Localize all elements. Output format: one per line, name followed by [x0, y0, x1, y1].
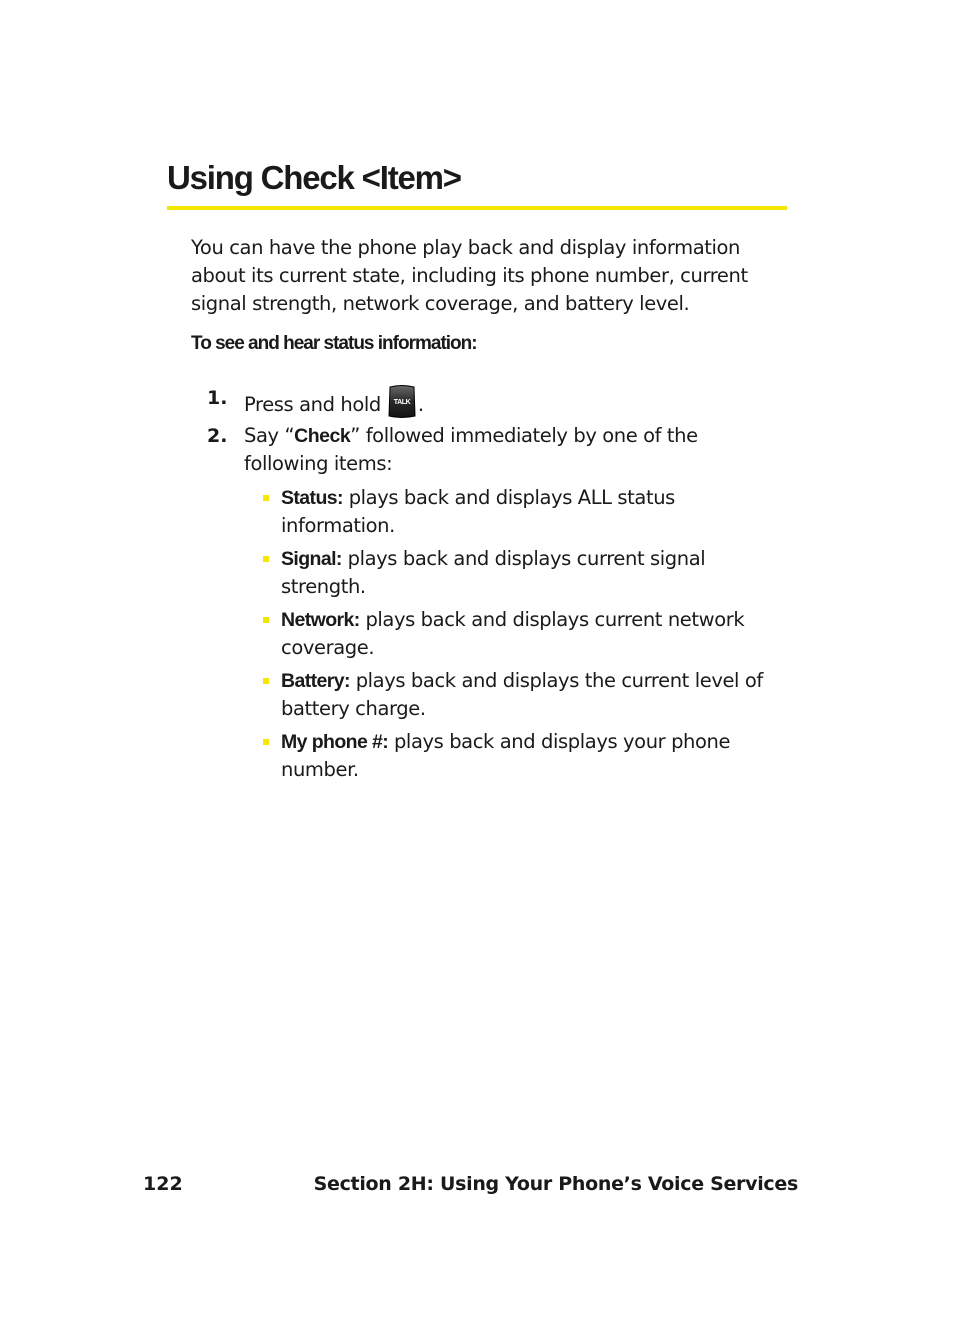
section-title: Section 2H: Using Your Phone’s Voice Services [313, 1173, 798, 1195]
procedure-heading: To see and hear status information: [191, 333, 477, 354]
step-text-after: ” followed immediately by one of the following items: [244, 424, 698, 475]
list-item-text [281, 728, 761, 784]
step-text-before: Press and hold [244, 393, 381, 416]
step-text-before: Say “ [244, 424, 295, 447]
item-term: Battery: [281, 670, 350, 692]
list-item-text [281, 667, 786, 723]
item-term: Signal: [281, 548, 342, 570]
page-number: 122 [143, 1173, 183, 1195]
step-text-after: . [417, 393, 424, 416]
item-desc: plays back and displays current signal strength. [281, 547, 706, 598]
title-rule [167, 206, 787, 210]
item-desc: plays back and displays ALL status information. [281, 486, 675, 537]
bullet-square-icon [263, 556, 269, 562]
step-text [244, 422, 724, 478]
list-item-text [281, 606, 771, 662]
item-desc: plays back and displays the current level of battery charge. [281, 669, 763, 720]
item-desc: plays back and displays your phone number. [281, 730, 731, 781]
intro-paragraph: You can have the phone play back and display information about its current state, including its phone number, current signal strength, network coverage, and battery level. [191, 236, 748, 315]
item-term: My phone #: [281, 731, 389, 753]
item-desc: plays back and displays current network coverage. [281, 608, 745, 659]
list-item-text [281, 545, 731, 601]
talk-key-label: TALK [393, 399, 411, 406]
bullet-square-icon [263, 617, 269, 623]
list-item-text [281, 484, 711, 540]
bullet-square-icon [263, 495, 269, 501]
step-number: 1. [207, 387, 228, 409]
bullet-square-icon [263, 678, 269, 684]
step-number: 2. [207, 425, 228, 447]
item-term: Status: [281, 487, 343, 509]
bullet-square-icon [263, 739, 269, 745]
item-term: Network: [281, 609, 360, 631]
step-keyword: Check [294, 425, 351, 447]
page-title: Using Check <Item> [167, 159, 461, 196]
